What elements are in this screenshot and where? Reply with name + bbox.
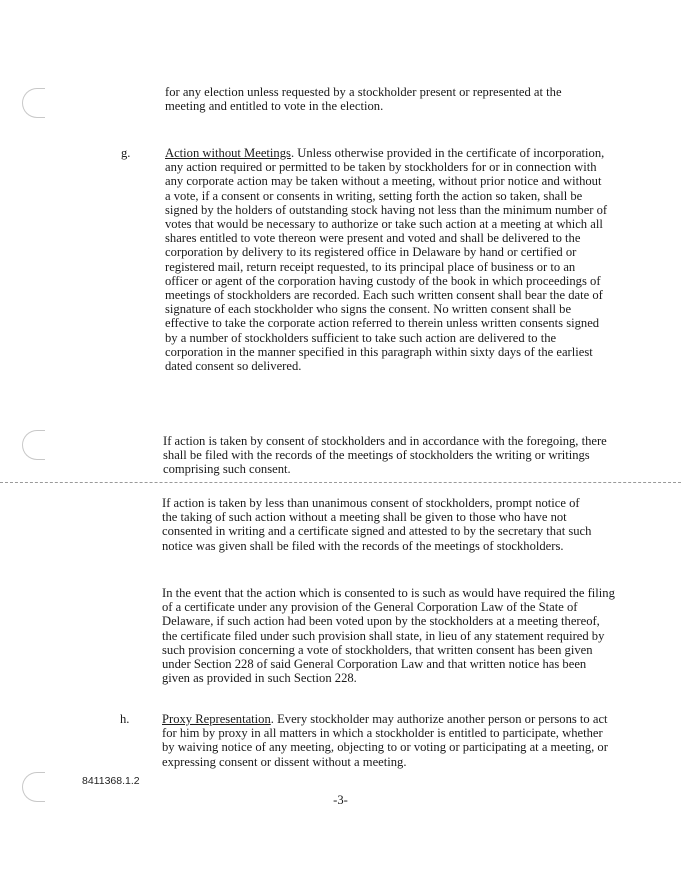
unanimous-consent-paragraph: If action is taken by less than unanimous consent of stockholders, prompt notice of the taking of such action without a meeting shall be given to those who have not consented in writing and a certificate signed and attested to by the secretary that such notice was given shall be filed with the records of the meetings of stockholders. <box>162 496 592 553</box>
section-h-body: . Every stockholder may authorize another person or persons to act for him by proxy in all matters in which a stockholder is entitled to participate, whether by waiving notice of any meeting, objecting to or voting or participating at a meeting, or expressing consent or dissent without a meeting. <box>162 712 608 769</box>
section-g-heading: Action without Meetings <box>165 146 291 160</box>
section-g-paragraph <box>165 146 609 373</box>
page-number: -3- <box>333 793 348 807</box>
certificate-filing-paragraph: In the event that the action which is consented to is such as would have required the filing of a certificate under any provision of the General Corporation Law of the State of Delaware, if such action had been voted upon by the stockholders at a meeting thereof, the certificate filed under such provision shall state, in lieu of any statement required by such provision concerning a vote of stockholders, that written consent has been given under Section 228 of said General Corporation Law and that written notice has been given as provided in such Section 228. <box>162 586 615 686</box>
section-g-body: . Unless otherwise provided in the certificate of incorporation, any action required or permitted to be taken by stockholders for or in connection with any corporate action may be taken without a meeting, without prior notice and without a vote, if a consent or consents in writing, setting forth the action so taken, shall be signed by the holders of outstanding stock having not less than the minimum number of votes that would be necessary to authorize or take such action at a meeting at which all shares entitled to vote thereon were present and voted and shall be delivered to the corporation by delivery to its registered office in Delaware by hand or certified or registered mail, return receipt requested, to its principal place of business or to an officer or agent of the corporation having custody of the book in which proceedings of meetings of stockholders are recorded. Each such written consent shall bear the date of signature of each stockholder who signs the consent. No written consent shall be effective to take the corporate action referred to therein unless written consents signed by a number of stockholders sufficient to take such action are delivered to the corporation in the manner specified in this paragraph within sixty days of the earliest dated consent so delivered. <box>165 146 608 374</box>
punch-hole-mark-top <box>22 88 45 118</box>
page-break-divider <box>0 482 681 483</box>
document-id: 8411368.1.2 <box>82 775 140 787</box>
section-h-heading: Proxy Representation <box>162 712 271 726</box>
foregoing-consent-paragraph: If action is taken by consent of stockholders and in accordance with the foregoing, there shall be filed with the records of the meetings of stockholders the writing or writings comprising such consent. <box>163 434 607 477</box>
section-h-label: h. <box>120 712 130 726</box>
intro-paragraph: for any election unless requested by a stockholder present or represented at the meeting and entitled to vote in the election. <box>165 85 562 114</box>
section-h-paragraph <box>162 712 618 769</box>
punch-hole-mark-middle <box>22 430 45 460</box>
section-g-label: g. <box>121 146 131 160</box>
